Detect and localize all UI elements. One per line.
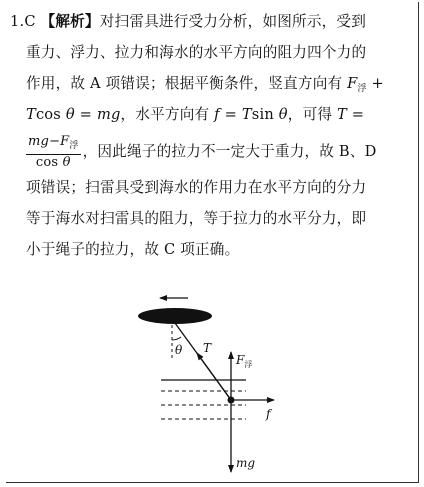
buoyancy-label: $F_浮$	[236, 353, 253, 369]
line-8-text: 小于绳子的拉力，故 C 项正确。	[26, 241, 240, 258]
line-3-text: 作用，故 A 项错误；根据平衡条件，竖直方向有	[26, 75, 348, 92]
tension-symbol: T	[337, 106, 347, 123]
gravity-label: mg	[236, 456, 256, 470]
mg-symbol: mg	[28, 133, 50, 149]
tension-arrow	[197, 353, 231, 400]
theta-symbol: θ	[62, 154, 71, 170]
line-5-text: ，因此绳子的拉力不一定大于重力，故 B、D	[82, 143, 377, 160]
angle-arc	[172, 337, 181, 340]
minus-sign: −	[49, 133, 61, 149]
theta-symbol: θ	[65, 106, 75, 123]
deduce-text: ，可得	[287, 106, 338, 123]
buoyancy-symbol: F	[347, 75, 358, 92]
equals-sign: =	[74, 106, 97, 123]
tension-symbol: T	[241, 106, 252, 123]
cos-text: cos	[35, 154, 63, 170]
analysis-tag: 【解析】	[40, 13, 100, 30]
cos-text: cos	[35, 106, 66, 123]
buoyancy-symbol: F	[60, 133, 70, 149]
question-number: 1.	[10, 13, 25, 30]
plus-sign: +	[366, 75, 384, 92]
equals-sign: =	[219, 106, 242, 123]
friction-symbol: f	[214, 106, 220, 123]
tension-label: T	[203, 341, 212, 355]
theta-symbol: θ	[278, 106, 288, 123]
mg-symbol: mg	[96, 106, 121, 123]
resistance-label: f	[266, 407, 271, 421]
horizontal-text: ，水平方向有	[120, 106, 215, 123]
buoyancy-subscript: 浮	[69, 140, 79, 151]
theta-label: θ	[175, 343, 183, 357]
equals-sign: =	[346, 106, 365, 123]
line-6-text: 项错误；扫雷具受到海水的作用力在水平方向的分力	[26, 179, 367, 196]
line-1-text: 对扫雷具进行受力分析，如图所示，受到	[99, 13, 367, 30]
minesweeper-dot	[228, 397, 235, 404]
line-7-text: 等于海水对扫雷具的阻力，等于拉力的水平分力，即	[26, 210, 367, 227]
sin-text: sin	[251, 106, 279, 123]
answer-letter: C	[24, 13, 36, 30]
line-2-text: 重力、浮力、拉力和海水的水平方向的阻力四个力的	[26, 44, 367, 61]
buoyancy-subscript: 浮	[357, 84, 367, 94]
tension-symbol: T	[26, 106, 36, 123]
ship-shape	[138, 308, 212, 324]
